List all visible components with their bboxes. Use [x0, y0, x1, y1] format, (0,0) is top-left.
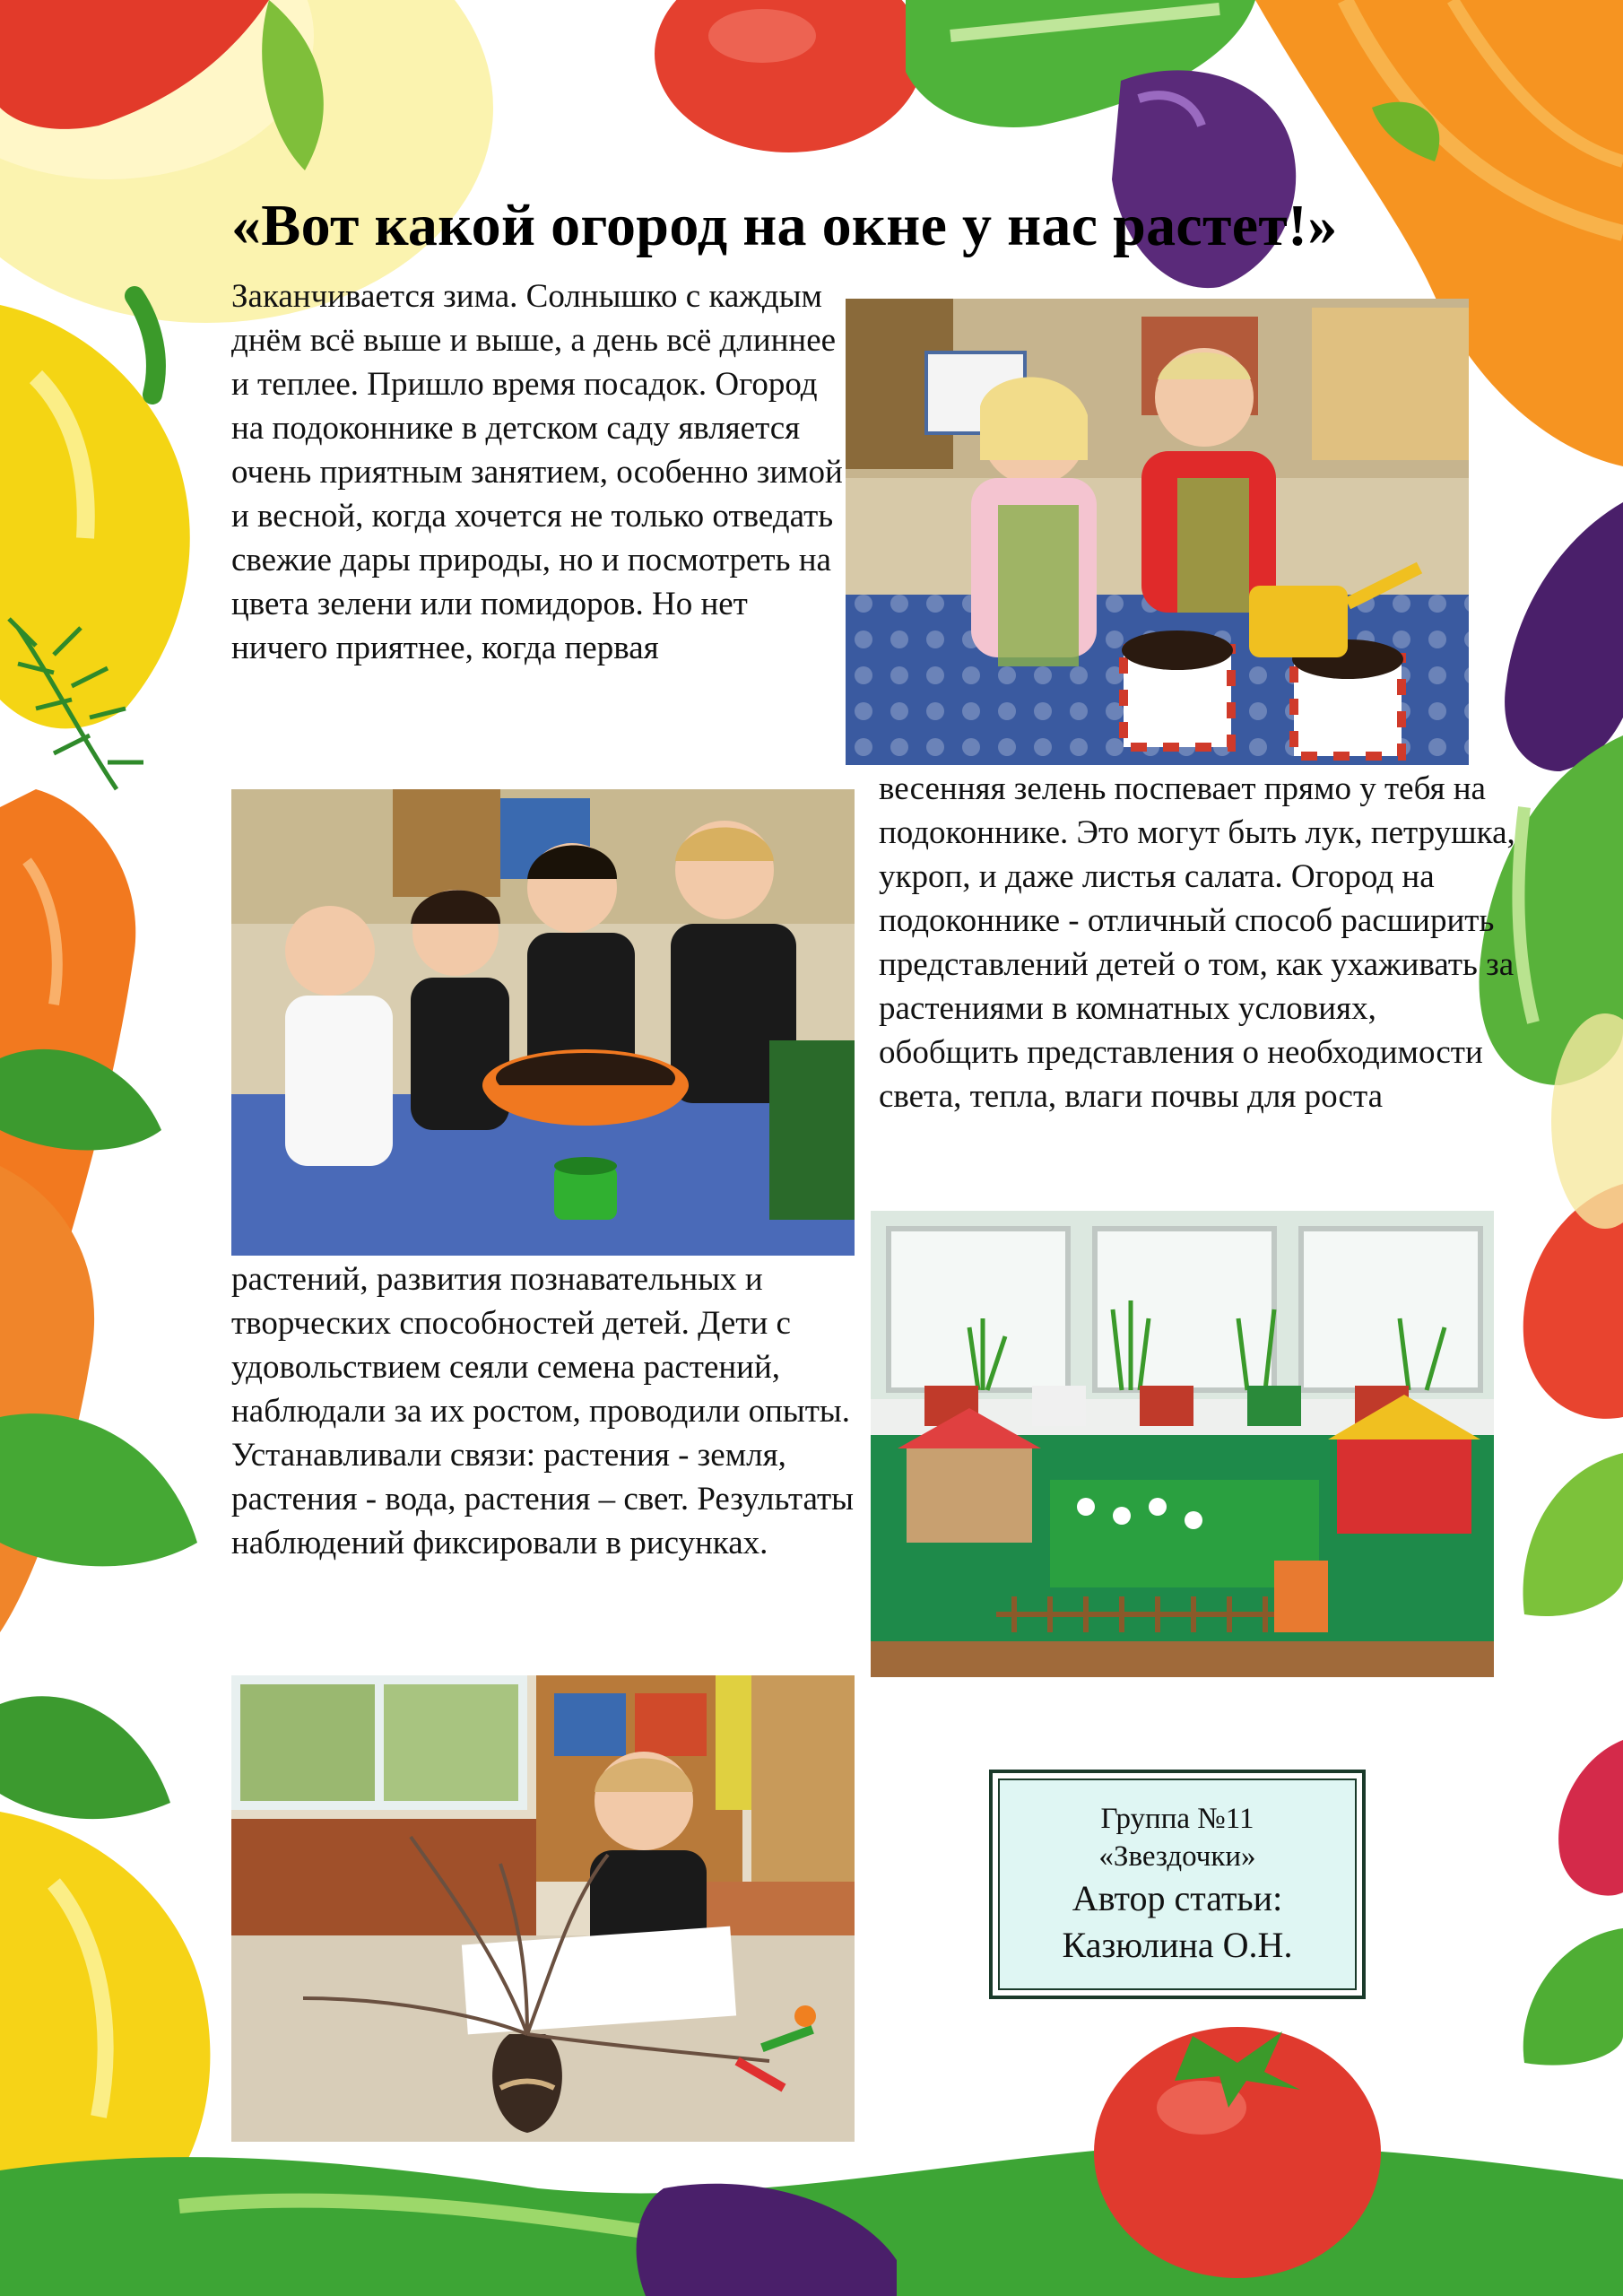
children-with-flower-pots-photo	[846, 299, 1469, 765]
windowsill-garden-photo	[871, 1211, 1494, 1677]
children-planting-seeds-photo	[231, 789, 855, 1256]
author-info-box	[989, 1770, 1366, 1999]
group-name: «Звездочки»	[1098, 1840, 1256, 1873]
child-drawing-with-branches-photo	[231, 1675, 855, 2142]
author-name: Казюлина О.Н.	[1062, 1925, 1293, 1965]
paragraph-intro: Заканчивается зима. Солнышко с каждым днём всё выше и выше, а день всё длиннее и теплее. Пришло время посадок. Огород на подоконнике в детском саду является очень приятным занятием, особенно зимой и весной, когда хочется не только отведать свежие дары природы, но и посмотреть на цвета зелени или помидоров. Но нет ничего приятнее, когда первая	[231, 278, 843, 666]
paragraph-benefits: весенняя зелень поспевает прямо у тебя на подоконнике. Это могут быть лук, петрушка, укроп, и даже листья салата. Огород на подоконнике - отличный способ расширить представлений детей о том, как ухаживать за растениями в комнатных условиях, обобщить представления о необходимости света, тепла, влаги почвы для роста	[879, 770, 1515, 1115]
page-title: «Вот какой огород на окне у нас растет!»	[231, 193, 1338, 259]
paragraph-activities: растений, развития познавательных и творческих способностей детей. Дети с удовольствием сеяли семена растений, наблюдали за их ростом, проводили опыты. Устанавливали связи: растения - земля, растения - вода, растения – свет. Результаты наблюдений фиксировали в рисунках.	[231, 1261, 855, 1561]
author-info-box-inner	[998, 1779, 1357, 1990]
group-number: Группа №11	[1100, 1803, 1254, 1835]
author-label: Автор статьи:	[1072, 1878, 1283, 1918]
